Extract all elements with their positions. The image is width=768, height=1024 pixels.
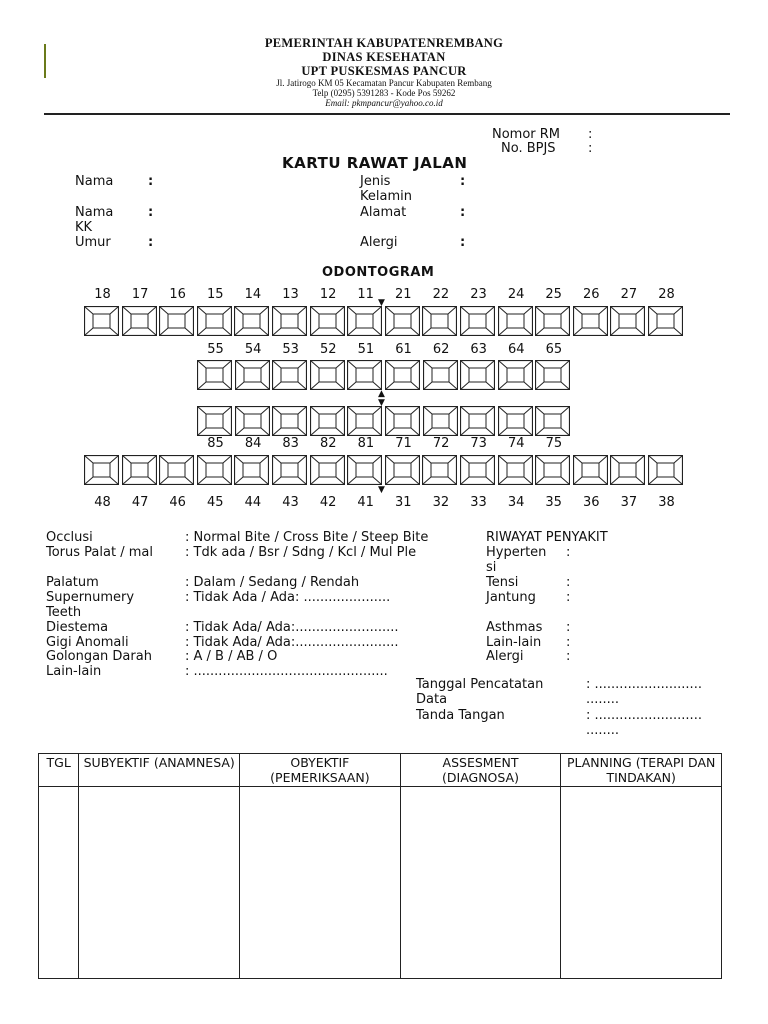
tooth-number: 18 [94, 287, 111, 302]
tooth-number: 31 [395, 495, 412, 510]
tooth-box[interactable] [122, 455, 157, 485]
tooth-number: 46 [169, 495, 186, 510]
tooth-box[interactable] [347, 360, 382, 390]
alergi-colon: : [460, 235, 466, 250]
exam-value: : Tdk ada / Bsr / Sdng / Kcl / Mul Ple [185, 545, 417, 560]
tooth-number: 21 [395, 287, 412, 302]
tooth-box[interactable] [197, 406, 232, 436]
tooth-number: 81 [357, 436, 375, 451]
exam-value: : Dalam / Sedang / Rendah [185, 575, 360, 590]
header-address: Jl. Jatirogo KM 05 Kecamatan Pancur Kabupaten Rembang [276, 78, 492, 88]
tooth-number: 37 [620, 495, 638, 510]
tooth-number: 82 [320, 436, 337, 451]
history-colon: : [566, 545, 571, 560]
history-colon: : [566, 649, 571, 664]
tooth-box[interactable] [272, 455, 307, 485]
tooth-number: 84 [244, 436, 262, 451]
tooth-number: 11 [357, 287, 374, 302]
table-row [39, 787, 722, 979]
tooth-box[interactable] [498, 406, 533, 436]
tooth-number: 34 [507, 495, 525, 510]
exam-label: Torus Palat / mal [46, 545, 153, 560]
header-obyektif: OBYEKTIF (PEMERIKSAAN) [240, 754, 401, 787]
odontogram-title: ODONTOGRAM [322, 265, 435, 280]
history-colon: : [566, 635, 571, 650]
tooth-number: 32 [432, 495, 450, 510]
nomor-rm-colon: : [588, 127, 593, 142]
nama-colon: : [148, 174, 154, 189]
tooth-number: 17 [131, 287, 149, 302]
alergi-label: Alergi [360, 235, 398, 250]
nama-kk-colon: : [148, 205, 154, 220]
tooth-number: 41 [357, 495, 374, 510]
header-line-1: PEMERINTAH KABUPATENREMBANG [264, 36, 504, 50]
tooth-box[interactable] [235, 360, 270, 390]
tooth-number: 22 [432, 287, 450, 302]
header-line-3: UPT PUSKESMAS PANCUR [301, 64, 467, 78]
no-bpjs-colon: : [588, 141, 593, 156]
tooth-box[interactable] [535, 306, 570, 336]
tooth-box[interactable] [272, 360, 307, 390]
header-phone: Telp (0295) 5391283 - Kode Pos 59262 [312, 88, 456, 98]
tanggal-dots: : .......................... ........ [586, 677, 702, 707]
exam-label: Lain-lain [46, 664, 102, 679]
riwayat-title: RIWAYAT PENYAKIT [486, 530, 608, 545]
tooth-box[interactable] [460, 360, 495, 390]
history-colon: : [566, 620, 571, 635]
tooth-box[interactable] [159, 455, 194, 485]
tooth-box[interactable] [235, 406, 270, 436]
table-cell[interactable] [561, 787, 722, 979]
tooth-number: 42 [319, 495, 337, 510]
tooth-box[interactable] [385, 360, 420, 390]
no-bpjs-label: No. BPJS [501, 141, 556, 156]
tooth-box[interactable] [159, 306, 194, 336]
tooth-box[interactable] [310, 455, 345, 485]
tooth-box[interactable] [535, 455, 570, 485]
alamat-label: Alamat [360, 205, 407, 220]
tooth-box[interactable] [84, 306, 119, 336]
exam-label: Supernumery Teeth [46, 590, 135, 620]
header-divider [44, 113, 730, 115]
header-line-2: DINAS KESEHATAN [322, 50, 446, 64]
tooth-box[interactable] [573, 306, 608, 336]
header-email: Email: pkmpancur@yahoo.co.id [325, 98, 443, 108]
midline-arrow-down-icon: ▼ [378, 485, 385, 495]
tooth-box[interactable] [347, 455, 382, 485]
tooth-number: 85 [207, 436, 224, 451]
tooth-number: 75 [545, 436, 563, 451]
tooth-number: 23 [470, 287, 487, 302]
midline-arrow-down-icon: ▼ [378, 398, 385, 408]
table-cell[interactable] [39, 787, 79, 979]
history-item: Jantung [486, 590, 536, 605]
tooth-number: 62 [432, 342, 450, 357]
tooth-number: 25 [545, 287, 562, 302]
tooth-box[interactable] [234, 455, 269, 485]
tooth-number: 73 [470, 436, 487, 451]
tooth-box[interactable] [272, 306, 307, 336]
tooth-box[interactable] [498, 360, 533, 390]
header-subyektif: SUBYEKTIF (ANAMNESA) [79, 754, 240, 787]
tooth-number: 53 [282, 342, 299, 357]
tooth-box[interactable] [573, 455, 608, 485]
tooth-number: 38 [658, 495, 675, 510]
jenis-kelamin-label: Jenis Kelamin [360, 174, 412, 204]
exam-label: Gigi Anomali [46, 635, 129, 650]
tooth-box[interactable] [422, 455, 457, 485]
nomor-rm-label: Nomor RM [492, 127, 561, 142]
tooth-number: 52 [320, 342, 337, 357]
tooth-number: 35 [545, 495, 562, 510]
notes-table [38, 753, 722, 979]
tooth-box[interactable] [610, 455, 645, 485]
tooth-box[interactable] [272, 406, 307, 436]
exam-label: Diestema [46, 620, 109, 635]
tooth-box[interactable] [385, 406, 420, 436]
nama-kk-label: Nama KK [75, 205, 114, 235]
exam-value: : Tidak Ada/ Ada:......................... [185, 620, 399, 635]
tooth-number: 63 [470, 342, 487, 357]
tanda-tangan-label: Tanda Tangan [416, 708, 505, 723]
exam-label: Occlusi [46, 530, 93, 545]
exam-value: : Tidak Ada/ Ada:......................... [185, 635, 399, 650]
history-item: Alergi [486, 649, 524, 664]
tooth-box[interactable] [535, 360, 570, 390]
tooth-number: 61 [395, 342, 412, 357]
tooth-box[interactable] [648, 455, 683, 485]
tooth-box[interactable] [498, 306, 533, 336]
tooth-box[interactable] [423, 406, 458, 436]
tooth-box[interactable] [423, 360, 458, 390]
history-item: Hypertensi [486, 545, 547, 575]
midline-arrow-down-icon: ▼ [378, 298, 385, 308]
tooth-box[interactable] [310, 306, 345, 336]
history-item: Lain-lain [486, 635, 542, 650]
tooth-box[interactable] [460, 406, 495, 436]
tooth-box[interactable] [422, 306, 457, 336]
tooth-number: 45 [207, 495, 224, 510]
tooth-box[interactable] [122, 306, 157, 336]
tooth-number: 15 [207, 287, 224, 302]
exam-value: : Tidak Ada / Ada: ..................... [185, 590, 391, 605]
exam-label: Golongan Darah [46, 649, 152, 664]
tooth-box[interactable] [197, 455, 232, 485]
tooth-number: 55 [207, 342, 224, 357]
tooth-box[interactable] [385, 455, 420, 485]
tooth-number: 33 [470, 495, 487, 510]
jenis-kelamin-colon: : [460, 174, 466, 189]
tooth-number: 74 [508, 436, 525, 451]
umur-label: Umur [75, 235, 111, 250]
alamat-colon: : [460, 205, 466, 220]
tooth-box[interactable] [310, 360, 345, 390]
tooth-number: 48 [94, 495, 111, 510]
tooth-number: 72 [432, 436, 450, 451]
tooth-number: 71 [395, 436, 412, 451]
exam-value: : A / B / AB / O [185, 649, 278, 664]
table-cell[interactable] [240, 787, 401, 979]
tooth-box[interactable] [535, 406, 570, 436]
tooth-number: 65 [545, 342, 563, 357]
tooth-box[interactable] [234, 306, 269, 336]
tooth-number: 47 [131, 495, 149, 510]
tooth-number: 36 [583, 495, 600, 510]
tooth-box[interactable] [385, 306, 420, 336]
umur-colon: : [148, 235, 154, 250]
table-cell[interactable] [79, 787, 240, 979]
nama-label: Nama [75, 174, 114, 189]
page-title: KARTU RAWAT JALAN [282, 154, 468, 172]
tooth-box[interactable] [347, 306, 382, 336]
history-item: Asthmas [486, 620, 543, 635]
tooth-number: 26 [583, 287, 600, 302]
tooth-number: 28 [658, 287, 675, 302]
tooth-number: 14 [244, 287, 262, 302]
tooth-box[interactable] [648, 306, 683, 336]
tooth-box[interactable] [460, 455, 495, 485]
tooth-number: 64 [508, 342, 525, 357]
tanggal-label: Tanggal Pencatatan Data [416, 677, 544, 707]
tooth-number: 43 [282, 495, 299, 510]
exam-value: : Normal Bite / Cross Bite / Steep Bite [185, 530, 429, 545]
tooth-box[interactable] [347, 406, 382, 436]
tooth-box[interactable] [498, 455, 533, 485]
tooth-box[interactable] [610, 306, 645, 336]
tooth-number: 24 [507, 287, 525, 302]
header-assesment: ASSESMENT (DIAGNOSA) [400, 754, 561, 787]
tooth-number: 51 [357, 342, 375, 357]
header-planning: PLANNING (TERAPI DAN TINDAKAN) [561, 754, 722, 787]
header-tgl: TGL [39, 754, 79, 787]
exam-value: : ............................................... [185, 664, 388, 679]
tooth-number: 16 [169, 287, 186, 302]
tooth-box[interactable] [310, 406, 345, 436]
tooth-number: 13 [282, 287, 299, 302]
tooth-box[interactable] [460, 306, 495, 336]
tooth-number: 54 [244, 342, 262, 357]
tooth-box[interactable] [197, 360, 232, 390]
tanda-tangan-dots: : .......................... ........ [586, 708, 702, 738]
tooth-box[interactable] [197, 306, 232, 336]
tooth-number: 44 [244, 495, 262, 510]
history-item: Tensi [486, 575, 519, 590]
tooth-number: 12 [319, 287, 337, 302]
tooth-box[interactable] [84, 455, 119, 485]
tooth-number: 83 [282, 436, 299, 451]
exam-label: Palatum [46, 575, 99, 590]
history-colon: : [566, 590, 571, 605]
table-header-row [39, 754, 722, 787]
history-colon: : [566, 575, 571, 590]
tooth-number: 27 [620, 287, 638, 302]
table-cell[interactable] [400, 787, 561, 979]
midline-arrow-up-icon: ▲ [378, 389, 385, 399]
